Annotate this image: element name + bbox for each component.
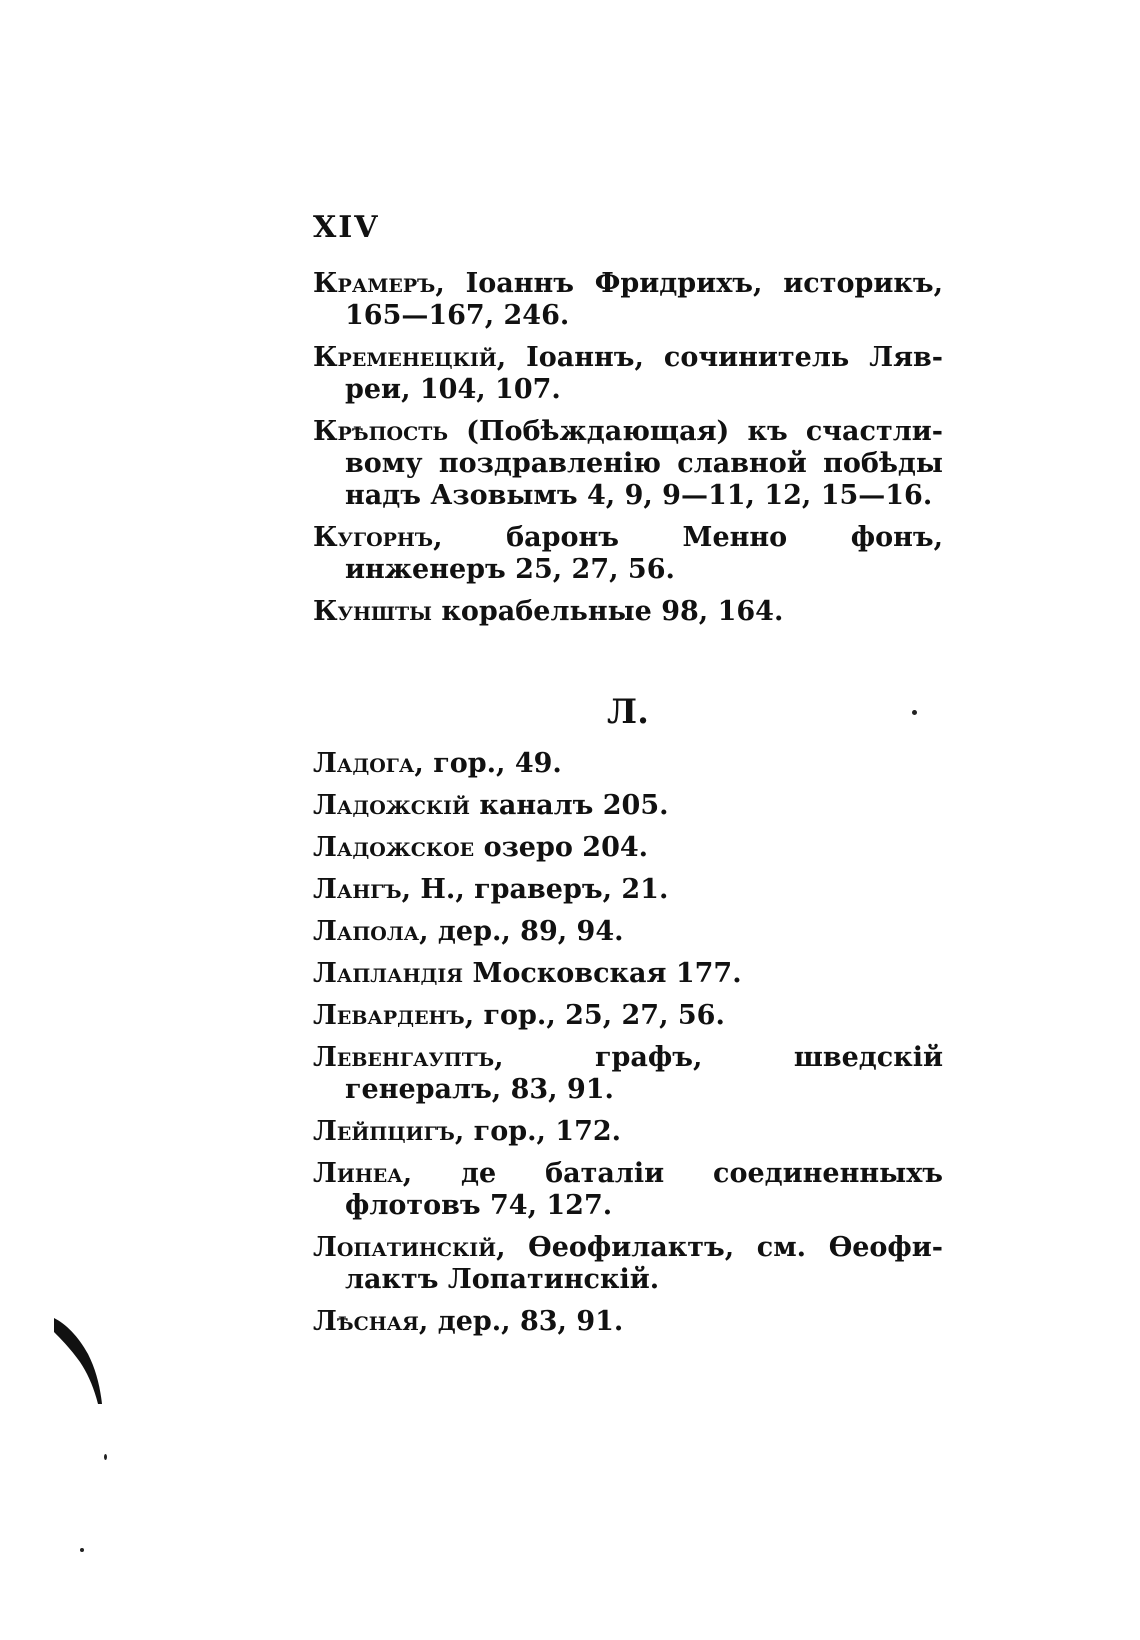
index-section-k — [313, 268, 943, 638]
entry-headword: Ладога — [313, 748, 415, 779]
entry-headword: Ладожское — [313, 832, 475, 863]
index-entry — [313, 790, 943, 822]
entry-headword: Лапландія — [313, 958, 464, 989]
entry-headword: Левенгауптъ — [313, 1042, 495, 1073]
scan-speck — [912, 710, 917, 715]
entry-headword: Линеа — [313, 1158, 403, 1189]
index-entry — [313, 1232, 943, 1296]
entry-text: , дер., 83, 91. — [418, 1306, 624, 1337]
index-entry — [313, 416, 943, 512]
index-entry — [313, 1158, 943, 1222]
index-entry — [313, 1306, 943, 1338]
entry-text: , Н., граверъ, 21. — [401, 874, 669, 905]
index-entry — [313, 1000, 943, 1032]
scan-speck — [104, 1454, 107, 1460]
entry-text: , гор., 25, 27, 56. — [464, 1000, 725, 1031]
entry-text: , Іоаннъ Фридрихъ, историкъ, 165—167, 246. — [345, 268, 943, 331]
entry-text: (Побѣждающая) къ счастливому поздравленію славной побѣды надъ Азовымъ 4, 9, 9—11, 12, 15—16. — [345, 416, 943, 511]
index-entry — [313, 832, 943, 864]
scan-speck — [80, 1548, 84, 1552]
entry-headword: Кугорнъ — [313, 522, 434, 553]
entry-text: озеро 204. — [474, 832, 649, 863]
entry-text: , Ѳеофилактъ, см. Ѳеофилактъ Лопатинскій. — [345, 1232, 943, 1295]
entry-text: , гор., 172. — [454, 1116, 622, 1147]
entry-text: , баронъ Менно фонъ, инженеръ 25, 27, 56. — [345, 522, 943, 585]
page-number: XIV — [313, 210, 380, 245]
entry-headword: Лѣсная — [313, 1306, 419, 1337]
entry-text: , дер., 89, 94. — [419, 916, 624, 947]
index-entry — [313, 522, 943, 586]
entry-headword: Лапола — [313, 916, 420, 947]
entry-text: корабельные 98, 164. — [432, 596, 784, 627]
scan-artifact-mark — [52, 1316, 106, 1406]
entry-headword: Леварденъ — [313, 1000, 465, 1031]
index-entry — [313, 1116, 943, 1148]
entry-headword: Лейпцигъ — [313, 1116, 455, 1147]
index-entry — [313, 916, 943, 948]
index-entry — [313, 958, 943, 990]
letter-heading: Л. — [607, 692, 649, 732]
entry-text: , гор., 49. — [414, 748, 562, 779]
index-entry — [313, 1042, 943, 1106]
entry-text: каналъ 205. — [469, 790, 669, 821]
entry-headword: Кременецкій — [313, 342, 497, 373]
entry-headword: Ладожскій — [313, 790, 470, 821]
entry-headword: Лопатинскій — [313, 1232, 497, 1263]
index-entry — [313, 268, 943, 332]
index-entry — [313, 342, 943, 406]
entry-headword: Крѣпость — [313, 416, 449, 447]
entry-headword: Лангъ — [313, 874, 402, 905]
entry-text: , де баталіи соединенныхъ флотовъ 74, 127. — [345, 1158, 943, 1221]
index-entry — [313, 874, 943, 906]
index-entry — [313, 748, 943, 780]
entry-text: Московская 177. — [463, 958, 742, 989]
entry-text: , Іоаннъ, сочинитель Лявреи, 104, 107. — [345, 342, 943, 405]
entry-text: , графъ, шведскій генералъ, 83, 91. — [345, 1042, 943, 1105]
entry-headword: Крамеръ — [313, 268, 436, 299]
entry-headword: Куншты — [313, 596, 432, 627]
index-entry — [313, 596, 943, 628]
index-section-l — [313, 748, 943, 1348]
